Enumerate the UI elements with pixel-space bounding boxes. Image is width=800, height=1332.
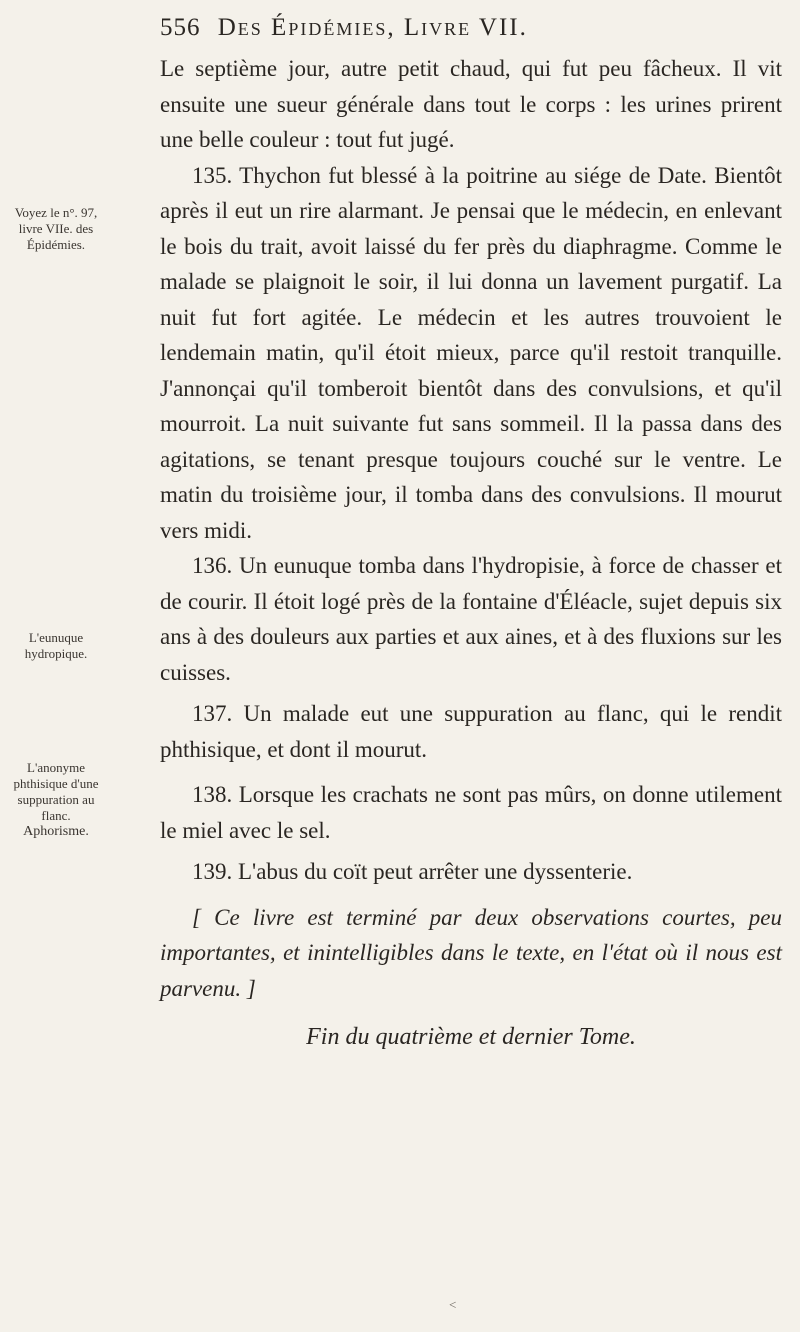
paragraph-136: 136. Un eunuque tomba dans l'hydropisie, à force de chasser et de courir. Il étoit logé près de la fontaine d'Éléacle, sujet depuis six ans à des douleurs aux parties et aux aines, et à des fluxions sur les cuisses. [160, 553, 782, 685]
page-body [160, 51, 782, 1056]
editor-note: [ Ce livre est terminé par deux observations courtes, peu importantes, et inintelligibles dans le texte, en l'état où il nous est parvenu. ] [160, 904, 782, 1001]
closing-line: Fin du quatrième et dernier Tome. [306, 1024, 636, 1050]
paragraph-intro: Le septième jour, autre petit chaud, qui fut peu fâcheux. Il vit ensuite une sueur générale dans tout le corps : les urines prirent une belle couleur : tout fut jugé. [160, 56, 782, 152]
margin-note-aphorism: Aphorisme. [23, 824, 89, 839]
page-number: 556 [160, 14, 201, 41]
running-header [160, 14, 780, 42]
margin-note-eunuch: L'eunuque hydropique. [24, 630, 88, 661]
paragraph-137: 137. Un malade eut une suppuration au flanc, qui le rendit phthisique, et dont il mourut. [160, 701, 782, 762]
paragraph-138: 138. Lorsque les crachats ne sont pas mûrs, on donne utilement le miel avec le sel. [160, 782, 782, 843]
running-title: Des Épidémies, Livre VII. [217, 14, 528, 41]
margin-note-reference: Voyez le n°. 97, livre VIIe. des Épidémies. [14, 205, 98, 252]
footer-mark: < [449, 1297, 457, 1312]
paragraph-139: 139. L'abus du coït peut arrêter une dyssenterie. [192, 859, 633, 884]
margin-note-phthisic: L'anonyme phthisique d'une suppuration au flanc. [13, 760, 99, 823]
paragraph-135: 135. Thychon fut blessé à la poitrine au siége de Date. Bientôt après il eut un rire alarmant. Je pensai que le médecin, en enlevant le bois du trait, avoit laissé du fer près du diaphragme. Comme le malade se plaignoit le soir, il lui donna un lavement purgatif. La nuit fut fort agitée. Le médecin et les autres trouvoient le lendemain matin, qu'il étoit mieux, parce qu'il restoit tranquille. J'annonçai qu'il tomberoit bientôt dans des convulsions, et qu'il mourroit. La nuit suivante fut sans sommeil. Il la passa dans des agitations, se tenant presque toujours couché sur le ventre. Le matin du troisième jour, il tomba dans des convulsions. Il mourut vers midi. [160, 162, 782, 543]
